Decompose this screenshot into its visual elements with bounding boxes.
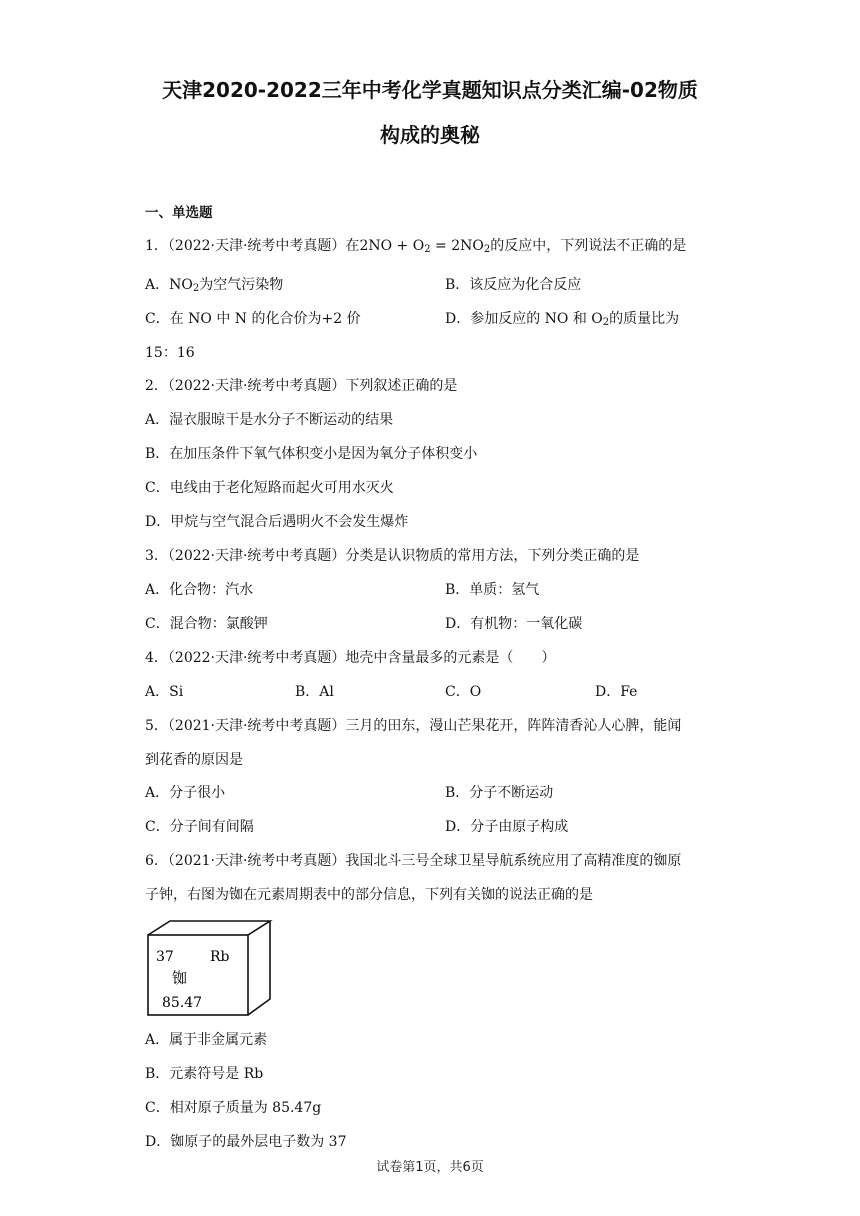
- q1-option-a: [145, 275, 283, 299]
- question-5-stem-line2: 到花香的原因是: [145, 752, 243, 768]
- page-footer: 试卷第1页，共6页: [376, 1160, 484, 1175]
- q1-option-c: C．在 NO 中 N 的化合价为+2 价: [145, 311, 361, 327]
- q1-option-d-continued: 15：16: [145, 345, 195, 361]
- q6-option-a: A．属于非金属元素: [145, 1032, 268, 1048]
- q1-option-b: B．该反应为化合反应: [445, 277, 582, 293]
- q1-o2-subscript: 2: [424, 244, 431, 255]
- q1-option-a-text: A．NO: [145, 277, 193, 293]
- q1-option-a-subscript: 2: [192, 283, 200, 294]
- cube-top-face: [148, 921, 270, 935]
- q6-option-d: D．铷原子的最外层电子数为 37: [145, 1134, 347, 1150]
- q3-option-c: C．混合物：氯酸钾: [145, 616, 268, 632]
- q1-option-d-text: D．参加反应的 NO 和 O: [445, 311, 603, 327]
- cube-side-face: [248, 921, 270, 1015]
- question-4-stem: 4．（2022·天津·统考中考真题）地壳中含量最多的元素是（ ）: [145, 650, 556, 666]
- q2-option-c: C．电线由于老化短路而起火可用水灭火: [145, 480, 394, 496]
- q1-option-a-rest: 为空气污染物: [199, 277, 284, 293]
- section-heading: 一、单选题: [145, 205, 213, 221]
- q1-prefix: 1．（2022·天津·统考中考真题）在: [145, 238, 360, 254]
- question-6-stem-line2: 子钟，右图为铷在元素周期表中的部分信息，下列有关铷的说法正确的是: [145, 887, 593, 903]
- q1-equation-lhs: 2NO + O: [359, 238, 425, 254]
- atomic-number: 37: [156, 949, 174, 965]
- rubidium-element-cell: [146, 919, 274, 1017]
- q2-option-a: A．湿衣服晾干是水分子不断运动的结果: [145, 412, 394, 428]
- question-5-stem-line1: 5．（2021·天津·统考中考真题）三月的田东，漫山芒果花开，阵阵清香沁人心脾，能闻: [145, 718, 682, 734]
- q6-option-b: B．元素符号是 Rb: [145, 1066, 264, 1082]
- document-title-line2: 构成的奥秘: [380, 123, 480, 147]
- question-3-stem: 3．（2022·天津·统考中考真题）分类是认识物质的常用方法，下列分类正确的是: [145, 548, 640, 564]
- q5-option-c: C．分子间有间隔: [145, 819, 254, 835]
- q6-option-c: C．相对原子质量为 85.47g: [145, 1100, 322, 1116]
- q4-option-c: C．O: [445, 684, 482, 700]
- element-symbol: Rb: [210, 949, 230, 965]
- q5-option-b: B．分子不断运动: [445, 785, 554, 801]
- q1-option-d: [445, 309, 679, 333]
- q1-option-d-rest: 的质量比为: [609, 311, 680, 327]
- q4-option-d: D．Fe: [595, 684, 638, 700]
- element-name: 铷: [172, 969, 188, 987]
- document-title-line1: 天津2020-2022三年中考化学真题知识点分类汇编-02物质: [162, 78, 698, 102]
- q3-option-a: A．化合物：汽水: [145, 582, 254, 598]
- q4-option-a: A．Si: [145, 684, 184, 700]
- q1-equation-rhs: = 2NO: [430, 238, 484, 254]
- question-6-stem-line1: 6．（2021·天津·统考中考真题）我国北斗三号全球卫星导航系统应用了高精准度的铷原: [145, 853, 682, 869]
- question-1-stem: [145, 236, 686, 260]
- q1-no2-subscript: 2: [483, 244, 491, 255]
- q3-option-b: B．单质：氢气: [445, 582, 540, 598]
- q2-option-b: B．在加压条件下氧气体积变小是因为氧分子体积变小: [145, 446, 478, 462]
- atomic-mass: 85.47: [162, 995, 203, 1011]
- q3-option-d: D．有机物：一氧化碳: [445, 616, 583, 632]
- q5-option-a: A．分子很小: [145, 785, 226, 801]
- q1-option-d-subscript: 2: [602, 317, 610, 328]
- q1-suffix: 的反应中，下列说法不正确的是: [490, 238, 687, 254]
- q2-option-d: D．甲烷与空气混合后遇明火不会发生爆炸: [145, 514, 409, 530]
- q4-option-b: B．Al: [295, 684, 334, 700]
- q5-option-d: D．分子由原子构成: [445, 819, 569, 835]
- question-2-stem: 2．（2022·天津·统考中考真题）下列叙述正确的是: [145, 378, 458, 394]
